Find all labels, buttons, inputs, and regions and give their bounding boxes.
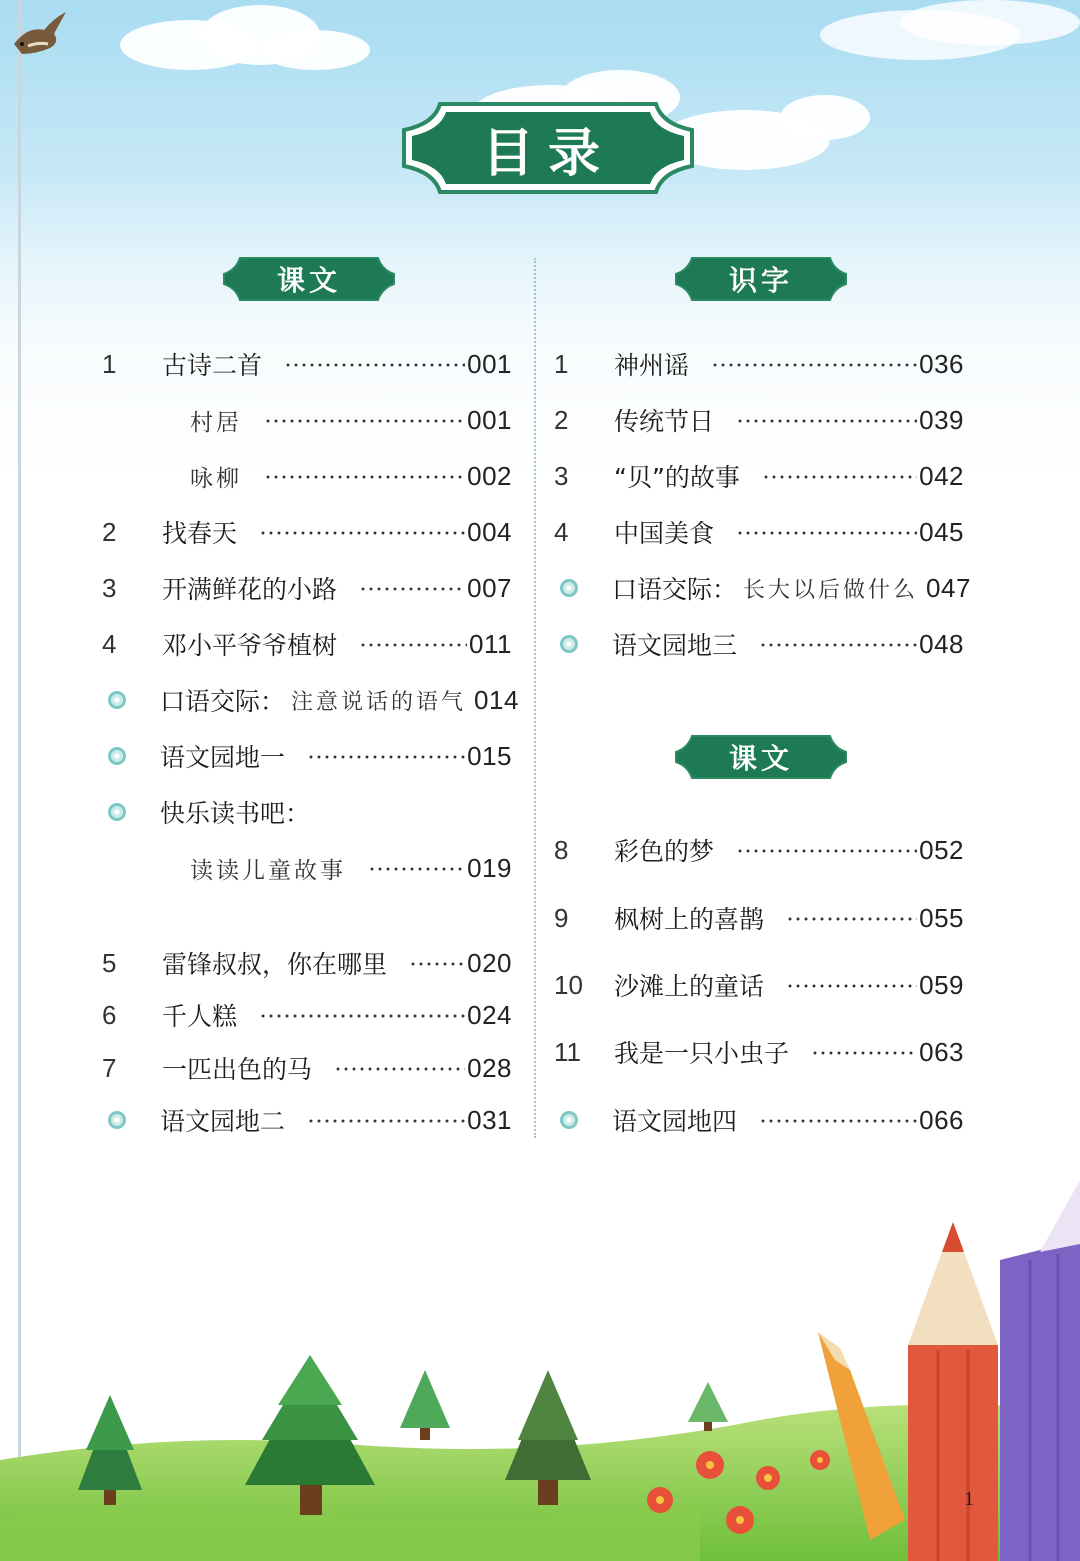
entry-title: 我是一只小虫子 (614, 1039, 790, 1068)
entry-title: 语文园地二 (160, 1107, 286, 1136)
leader-dots (736, 849, 917, 853)
page-ref: 059 (919, 969, 964, 1000)
meadow-scenery-illustration (0, 1160, 1080, 1561)
toc-entry[interactable] (100, 943, 512, 983)
page-title: 目录 (481, 123, 614, 184)
toc-entry[interactable] (552, 965, 964, 1005)
entry-title: 咏柳 (190, 465, 242, 492)
toc-entry[interactable] (552, 456, 964, 496)
circle-bullet-icon (108, 691, 126, 709)
entry-subtitle: 注意说话的语气 (291, 689, 467, 715)
leader-dots (359, 587, 465, 591)
toc-entry[interactable] (552, 344, 964, 384)
toc-entry[interactable] (100, 995, 512, 1035)
lesson-number: 3 (554, 460, 569, 491)
leader-dots (259, 1014, 465, 1018)
entry-title: 读读儿童故事 (190, 857, 346, 884)
section-label-shizi: 识字 (674, 256, 848, 302)
toc-entry[interactable] (552, 898, 964, 938)
page-ref: 015 (467, 740, 512, 771)
lesson-number: 4 (554, 516, 569, 547)
leader-dots (307, 755, 465, 759)
leader-dots (762, 475, 917, 479)
page-ref: 052 (919, 834, 964, 865)
page-number: 1 (964, 1488, 974, 1510)
page-ref: 011 (469, 628, 512, 659)
toc-entry[interactable] (552, 568, 971, 608)
toc-entry[interactable] (552, 624, 964, 664)
toc-entry[interactable] (100, 512, 512, 552)
circle-bullet-icon (560, 1111, 578, 1129)
page-ref: 002 (467, 460, 512, 491)
page-ref: 024 (467, 999, 512, 1030)
page-ref: 039 (919, 404, 964, 435)
page-ref: 048 (919, 628, 964, 659)
page-ref: 066 (919, 1104, 964, 1135)
toc-entry[interactable] (552, 1032, 964, 1072)
entry-title: 口语交际： (160, 687, 286, 716)
toc-entry[interactable] (100, 680, 519, 720)
lesson-number: 6 (102, 999, 117, 1030)
entry-title: 中国美食 (614, 519, 715, 548)
lesson-number: 10 (554, 969, 583, 1000)
entry-title: 语文园地三 (612, 631, 738, 660)
page-ref: 004 (467, 516, 512, 547)
toc-entry[interactable] (100, 344, 512, 384)
leader-dots (264, 475, 465, 479)
leader-dots (284, 363, 465, 367)
page-ref: 020 (467, 947, 512, 978)
column-divider (534, 258, 536, 1138)
entry-title: 沙滩上的童话 (614, 972, 765, 1001)
toc-entry[interactable] (100, 568, 512, 608)
entry-title: 语文园地一 (160, 743, 286, 772)
lesson-number: 7 (102, 1052, 117, 1083)
page-ref: 036 (919, 348, 964, 379)
leader-dots (786, 984, 917, 988)
toc-entry[interactable] (100, 400, 512, 440)
entry-title: 古诗二首 (162, 351, 263, 380)
pine-tree-icon (688, 1382, 728, 1431)
entry-title: 语文园地四 (612, 1107, 738, 1136)
lesson-number: 9 (554, 902, 569, 933)
entry-title: 一匹出色的马 (162, 1055, 313, 1084)
leader-dots (409, 962, 465, 966)
page-ref: 014 (474, 684, 519, 715)
entry-title: 彩色的梦 (614, 837, 715, 866)
section-label-kewen-left: 课文 (222, 256, 396, 302)
section-label-kewen-right: 课文 (674, 734, 848, 780)
leader-dots (711, 363, 917, 367)
entry-title: 千人糕 (162, 1002, 238, 1031)
page-ref: 055 (919, 902, 964, 933)
entry-title: 口语交际： (612, 575, 738, 604)
pencil-red-icon (908, 1222, 998, 1561)
lesson-number: 1 (554, 348, 569, 379)
entry-title: 枫树上的喜鹊 (614, 905, 765, 934)
entry-title: 邓小平爷爷植树 (162, 631, 338, 660)
toc-entry[interactable] (100, 848, 512, 888)
leader-dots (786, 917, 917, 921)
toc-entry[interactable] (552, 512, 964, 552)
entry-subtitle: 长大以后做什么 (743, 577, 919, 603)
leader-dots (736, 531, 917, 535)
lesson-number: 5 (102, 947, 117, 978)
toc-entry[interactable] (552, 830, 964, 870)
page-ref: 007 (467, 572, 512, 603)
leader-dots (264, 419, 465, 423)
page-ref: 042 (919, 460, 964, 491)
page-ref: 028 (467, 1052, 512, 1083)
entry-title: 雷锋叔叔，你在哪里 (162, 950, 388, 979)
page-ref: 001 (467, 404, 512, 435)
leader-dots (307, 1119, 465, 1123)
lesson-number: 2 (554, 404, 569, 435)
page-ref: 001 (467, 348, 512, 379)
toc-entry[interactable] (552, 400, 964, 440)
circle-bullet-icon (560, 579, 578, 597)
leader-dots (359, 643, 467, 647)
lesson-number: 11 (554, 1036, 581, 1067)
toc-entry[interactable] (100, 624, 512, 664)
leader-dots (368, 867, 465, 871)
pine-tree-icon (78, 1395, 142, 1505)
lesson-number: 3 (102, 572, 117, 603)
entry-title: 传统节日 (614, 407, 715, 436)
entry-title: 村居 (190, 409, 242, 436)
page-ref: 031 (467, 1104, 512, 1135)
entry-title: “贝”的故事 (614, 463, 740, 492)
lesson-number: 8 (554, 834, 569, 865)
toc-title-badge (400, 100, 696, 196)
leader-dots (759, 1119, 917, 1123)
lesson-number: 1 (102, 348, 117, 379)
bird-illustration (8, 4, 70, 62)
entry-title: 神州谣 (614, 351, 690, 380)
toc-entry[interactable] (100, 1100, 512, 1140)
leader-dots (759, 643, 917, 647)
page-ref: 045 (919, 516, 964, 547)
toc-entry[interactable] (100, 456, 512, 496)
toc-entry[interactable] (100, 1048, 512, 1088)
leader-dots (259, 531, 465, 535)
lesson-number: 4 (102, 628, 117, 659)
circle-bullet-icon (108, 747, 126, 765)
page-ref: 019 (467, 852, 512, 883)
pencil-purple-icon (1000, 1180, 1080, 1561)
toc-entry[interactable] (100, 792, 512, 832)
toc-entry[interactable] (552, 1100, 964, 1140)
circle-bullet-icon (108, 1111, 126, 1129)
leader-dots (736, 419, 917, 423)
entry-title: 快乐读书吧： (160, 799, 311, 828)
toc-entry[interactable] (100, 736, 512, 776)
pine-tree-icon (400, 1370, 450, 1440)
leader-dots (334, 1067, 465, 1071)
page-ref: 063 (919, 1036, 964, 1067)
lesson-number: 2 (102, 516, 117, 547)
entry-title: 找春天 (162, 519, 238, 548)
leader-dots (811, 1051, 917, 1055)
entry-title: 开满鲜花的小路 (162, 575, 338, 604)
circle-bullet-icon (108, 803, 126, 821)
circle-bullet-icon (560, 635, 578, 653)
page-ref: 047 (926, 572, 971, 603)
